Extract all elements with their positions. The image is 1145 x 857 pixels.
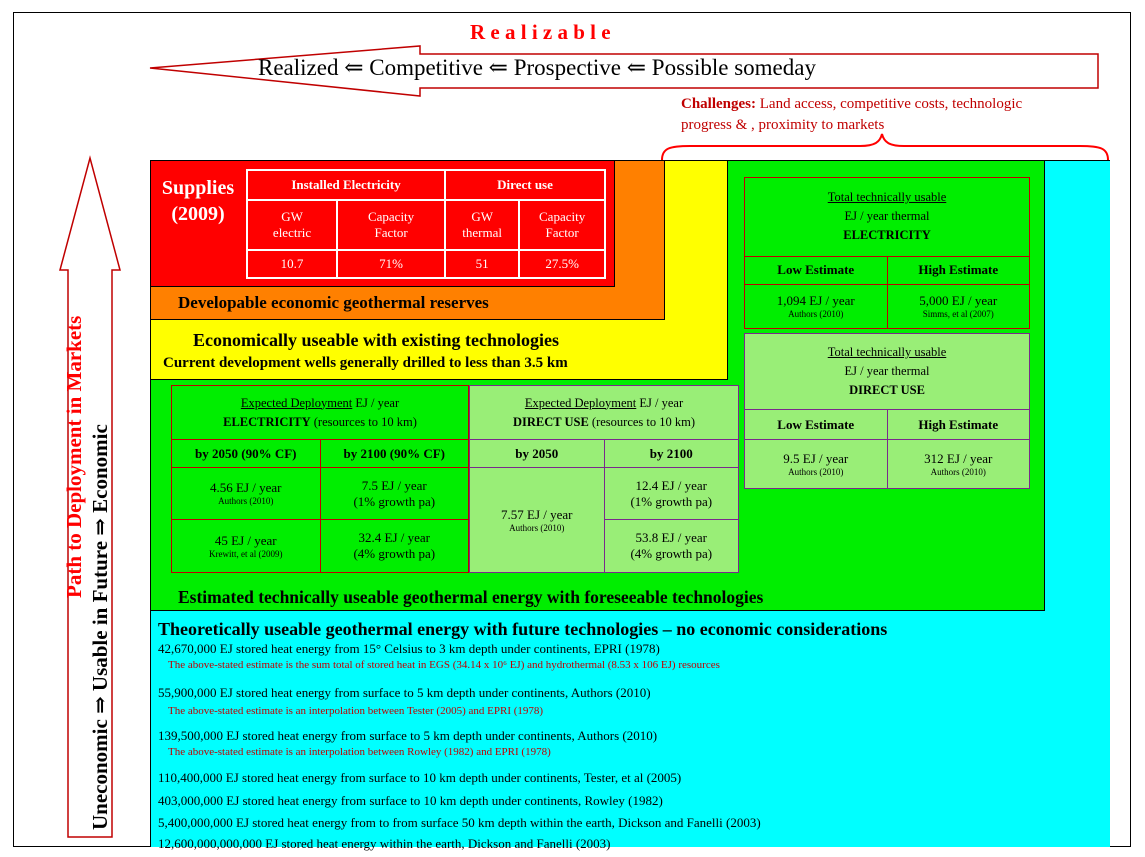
- challenges-line1: [681, 96, 1022, 113]
- deploy-electricity-r2c1-source: Krewitt, et al (2009): [209, 548, 283, 559]
- deploy-directuse-2100-number2: 53.8 EJ / year: [635, 530, 707, 545]
- theoretical-label: Theoretically useable geothermal energy with future technologies – no economic considerations: [158, 619, 888, 639]
- tech-electricity-header-3: ELECTRICITY: [843, 228, 931, 243]
- theoretical-note-2: The above-stated estimate is an interpolation between Tester (2005) and EPRI (1978): [168, 705, 544, 717]
- tech-electricity-low-source: Authors (2010): [788, 308, 844, 319]
- deploy-directuse-2050-header: by 2050: [470, 440, 605, 468]
- theoretical-line-1: 42,670,000 EJ stored heat energy from 15° Celsius to 3 km depth under continents, EPRI (1978): [158, 641, 660, 656]
- tech-electricity-high-header: High Estimate: [887, 256, 1030, 284]
- deploy-electricity-header-1a: Expected Deployment: [240, 395, 353, 410]
- deploy-electricity-r1c2-value: 7.5 EJ / year: [361, 477, 427, 493]
- supplies-value-capacity-1: 71%: [337, 250, 445, 278]
- deploy-electricity-r2c2-value: 32.4 EJ / year: [358, 530, 430, 545]
- tech-electricity-high-number: 5,000 EJ / year: [919, 292, 998, 308]
- supplies-value-capacity-2: 27.5%: [519, 250, 605, 278]
- tech-directuse-header-2: EJ / year thermal: [844, 364, 930, 378]
- tech-electricity-header-2: EJ / year thermal: [844, 209, 930, 224]
- tech-directuse-table: [744, 333, 1030, 489]
- realizable-title: R e a l i z a b l e: [470, 20, 611, 44]
- theoretical-line-6: 5,400,000,000 EJ stored heat energy from to from surface 50 km depth within the earth, Dickson and Fanelli (2003): [158, 815, 761, 830]
- supplies-col-capacity-2: [519, 200, 605, 250]
- tech-directuse-header: [745, 334, 1030, 410]
- deploy-electricity-r2c2: [320, 520, 469, 573]
- deploy-directuse-2050-number: 7.57 EJ / year: [501, 506, 573, 522]
- foreseeable-label: Estimated technically useable geothermal energy with foreseeable technologies: [178, 587, 764, 607]
- deploy-directuse-2100-header: by 2100: [604, 440, 739, 468]
- supplies-col-gw-thermal-a: GW: [471, 209, 493, 224]
- supplies-col-capacity-1-b: Factor: [374, 225, 408, 240]
- supplies-col-capacity-1: [337, 200, 445, 250]
- tech-electricity-table: [744, 177, 1030, 329]
- deploy-electricity-r1c2-growth: (1% growth pa): [353, 493, 436, 509]
- deploy-electricity-r1c2: [320, 468, 469, 520]
- tech-directuse-low-value: [745, 440, 888, 489]
- vertical-inner-label: Uneconomic ⇒ Usable in Future ⇒ Economic: [88, 424, 112, 830]
- deploy-electricity-header-1b: EJ / year: [352, 395, 400, 410]
- tech-directuse-high-header: High Estimate: [887, 410, 1030, 440]
- tech-directuse-high-number: 312 EJ / year: [924, 450, 993, 466]
- deploy-electricity-table: [171, 385, 469, 573]
- supplies-title: [152, 175, 244, 227]
- challenges-line2: progress & , proximity to markets: [681, 117, 885, 133]
- supplies-installed-header: Installed Electricity: [247, 170, 445, 200]
- tech-electricity-low-number: 1,094 EJ / year: [776, 292, 855, 308]
- deploy-directuse-2050-value: [470, 468, 605, 573]
- vertical-outer-label: Path to Deployment in Markets: [62, 315, 86, 598]
- tech-directuse-header-1: Total technically usable: [827, 345, 947, 359]
- tech-directuse-low-source: Authors (2010): [788, 466, 844, 477]
- deploy-directuse-2100-growth1: (1% growth pa): [630, 493, 713, 509]
- challenges-brace: [660, 132, 1112, 162]
- deploy-electricity-2100-header: by 2100 (90% CF): [320, 440, 469, 468]
- theoretical-note-1: The above-stated estimate is the sum total of stored heat in EGS (34.14 x 10⁶ EJ) and hydrothermal (8.53 x 106 EJ) resources: [168, 659, 720, 671]
- tech-directuse-high-value: [887, 440, 1030, 489]
- supplies-col-gw-electric: [247, 200, 337, 250]
- supplies-col-capacity-2-a: Capacity: [539, 209, 586, 224]
- supplies-col-gw-electric-a: GW: [281, 209, 303, 224]
- deploy-electricity-r2c2-growth: (4% growth pa): [353, 546, 436, 561]
- deploy-directuse-header-1b: EJ / year: [636, 395, 684, 410]
- challenges-label: Challenges:: [681, 96, 756, 112]
- deploy-electricity-r2c1: [172, 520, 321, 573]
- tech-directuse-header-3: DIRECT USE: [849, 383, 925, 397]
- supplies-table: [246, 169, 606, 279]
- theoretical-line-4: 110,400,000 EJ stored heat energy from surface to 10 km depth under continents, Tester, et al (2005): [158, 770, 682, 785]
- deploy-electricity-header-2b: (resources to 10 km): [310, 414, 417, 429]
- tech-directuse-high-source: Authors (2010): [930, 466, 986, 477]
- theoretical-line-3: 139,500,000 EJ stored heat energy from surface to 5 km depth under continents, Authors (2010): [158, 728, 658, 743]
- deploy-electricity-r1c1-source: Authors (2010): [218, 496, 274, 506]
- deploy-directuse-header-2b: (resources to 10 km): [588, 414, 696, 429]
- deploy-directuse-2050-source: Authors (2010): [509, 522, 565, 533]
- deploy-directuse-header-1a: Expected Deployment: [524, 395, 637, 410]
- deploy-electricity-r2c1-value: 45 EJ / year: [214, 532, 277, 548]
- deploy-directuse-table: [469, 385, 739, 573]
- tech-electricity-high-source: Simms, et al (2007): [922, 308, 994, 319]
- supplies-col-capacity-1-a: Capacity: [367, 209, 415, 224]
- deploy-directuse-2100-number1: 12.4 EJ / year: [635, 477, 707, 493]
- deploy-directuse-2100-value2: [604, 520, 739, 573]
- theoretical-line-2: 55,900,000 EJ stored heat energy from surface to 5 km depth under continents, Authors (2010): [158, 685, 651, 700]
- theoretical-note-3: The above-stated estimate is an interpolation between Rowley (1982) and EPRI (1978): [168, 746, 551, 758]
- tech-electricity-high-value: [887, 284, 1030, 328]
- deploy-directuse-header: [470, 386, 739, 440]
- deploy-directuse-2100-growth2: (4% growth pa): [630, 546, 713, 561]
- supplies-col-gw-thermal: [445, 200, 519, 250]
- deploy-electricity-r1c1-value: 4.56 EJ / year: [210, 480, 282, 495]
- tech-electricity-header: [745, 178, 1030, 257]
- deploy-electricity-header-2a: ELECTRICITY: [223, 414, 311, 429]
- supplies-value-gw-electric: 10.7: [247, 250, 337, 278]
- tech-directuse-low-number: 9.5 EJ / year: [783, 450, 849, 466]
- economic-sublabel: Current development wells generally drilled to less than 3.5 km: [163, 355, 568, 371]
- supplies-col-gw-electric-b: electric: [272, 225, 312, 240]
- tech-directuse-low-header: Low Estimate: [745, 410, 888, 440]
- deploy-directuse-2100-value1: [604, 468, 739, 520]
- realizable-arrow-text: Realized ⇐ Competitive ⇐ Prospective ⇐ Possible someday: [258, 55, 816, 80]
- deploy-electricity-header: [172, 386, 469, 440]
- developable-label: Developable economic geothermal reserves: [178, 293, 489, 312]
- supplies-col-gw-thermal-b: thermal: [462, 225, 503, 240]
- theoretical-line-5: 403,000,000 EJ stored heat energy from surface to 10 km depth under continents, Rowley (1982): [158, 793, 663, 808]
- deploy-electricity-r1c1: [172, 468, 321, 520]
- tech-electricity-header-1: Total technically usable: [827, 190, 947, 205]
- theoretical-line-7: 12,600,000,000,000 EJ stored heat energy within the earth, Dickson and Fanelli (2003): [158, 836, 611, 851]
- tech-electricity-low-header: Low Estimate: [745, 256, 888, 284]
- challenges-text: Land access, competitive costs, technologic: [756, 96, 1023, 112]
- supplies-direct-header: Direct use: [445, 170, 605, 200]
- deploy-directuse-header-2a: DIRECT USE: [512, 414, 589, 429]
- supplies-col-capacity-2-b: Factor: [545, 225, 579, 240]
- supplies-value-gw-thermal: 51: [445, 250, 519, 278]
- tech-electricity-low-value: [745, 284, 888, 328]
- economic-label: Economically useable with existing technologies: [193, 330, 559, 350]
- supplies-title-line2: (2009): [171, 203, 225, 225]
- supplies-title-line1: Supplies: [161, 177, 235, 199]
- deploy-electricity-2050-header: by 2050 (90% CF): [172, 440, 321, 468]
